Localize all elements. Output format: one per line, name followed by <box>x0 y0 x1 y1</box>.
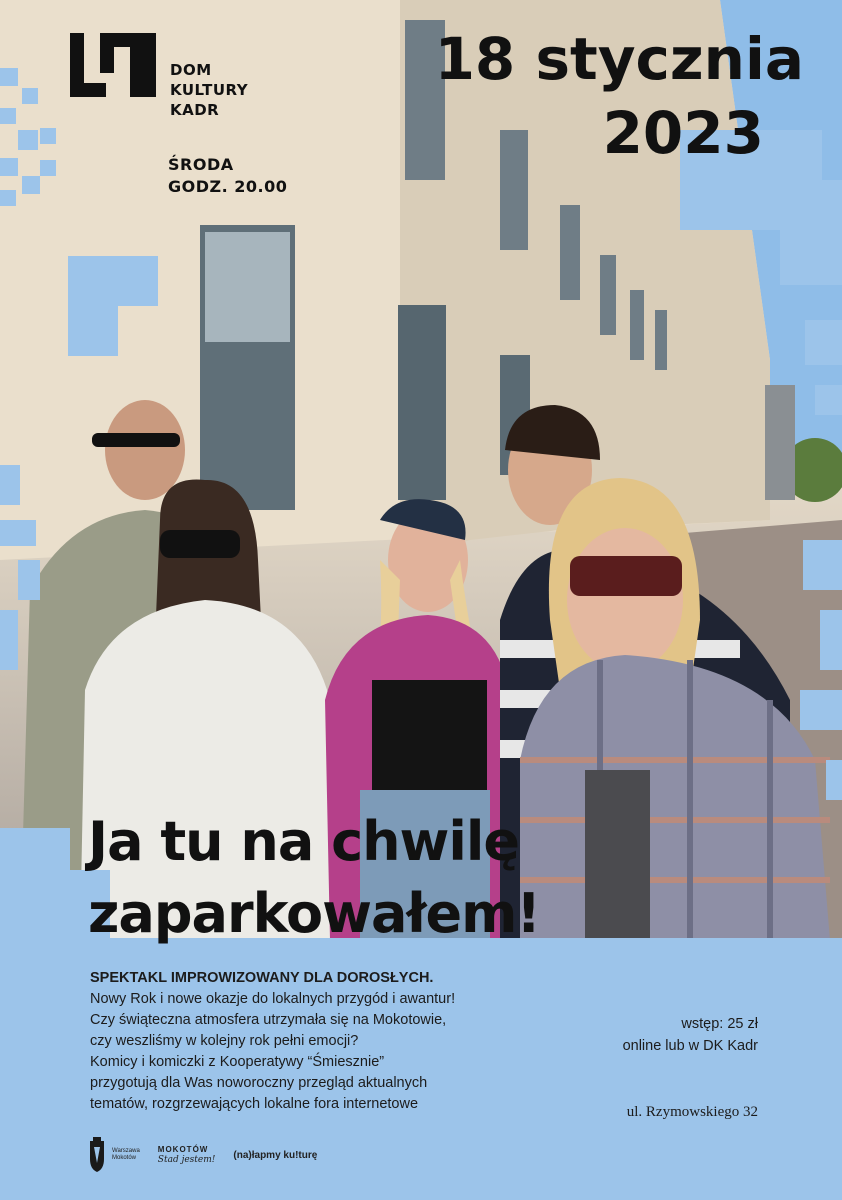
description-line: Nowy Rok i nowe okazje do lokalnych przygód i awantur! <box>90 991 456 1007</box>
pixel-decoration <box>0 108 16 124</box>
description-line: Czy świąteczna atmosfera utrzymała się na Mokotowie, <box>90 1012 447 1028</box>
pixel-decoration <box>0 610 18 670</box>
pixel-decoration <box>0 190 16 206</box>
description-line: tematów, rozgrzewających lokalne fora internetowe <box>90 1096 419 1112</box>
event-date-year: 2023 <box>602 99 764 167</box>
pixel-decoration <box>18 560 40 600</box>
description-line: Komicy i komiczki z Kooperatywy “Śmiesznie” <box>90 1054 385 1070</box>
ticket-price: wstęp: 25 zł <box>681 1016 758 1032</box>
pixel-decoration <box>0 158 18 176</box>
organizer-name-line3: KADR <box>170 101 220 119</box>
ticket-where: online lub w DK Kadr <box>622 1038 758 1054</box>
pixel-decoration <box>826 760 842 800</box>
ticket-info <box>623 1013 758 1057</box>
pixel-decoration <box>18 130 38 150</box>
event-description <box>90 968 570 1115</box>
mokotow-wordmark: MOKOTÓW <box>157 1145 209 1154</box>
venue-address: ul. Rzymowskiego 32 <box>626 1104 758 1120</box>
description-line: przygotują dla Was noworoczny przegląd aktualnych <box>90 1075 428 1091</box>
pixel-decoration <box>40 160 56 176</box>
pixel-decoration <box>22 176 40 194</box>
description-heading: SPEKTAKL IMPROWIZOWANY DLA DOROSŁYCH. <box>90 970 434 986</box>
pixel-decoration <box>803 540 842 590</box>
pixel-decoration <box>22 88 38 104</box>
mokotow-label: Mokotów <box>112 1155 137 1161</box>
dom-kultury-kadr-logo <box>70 33 156 97</box>
pixel-decoration <box>0 68 18 86</box>
event-title-line1: Ja tu na chwilę <box>88 810 520 873</box>
event-title <box>88 806 540 950</box>
description-line: czy weszliśmy w kolejny rok pełni emocji? <box>90 1033 359 1049</box>
pixel-decoration <box>800 690 842 730</box>
weekday: ŚRODA <box>168 155 234 174</box>
mokotow-slogan: Stad jestem! <box>157 1155 216 1165</box>
pixel-decoration <box>780 230 842 285</box>
event-title-line2: zaparkowałem! <box>88 882 541 945</box>
pixel-decoration <box>0 520 36 546</box>
organizer-name <box>170 60 248 120</box>
schedule <box>168 154 287 198</box>
pixel-decoration <box>68 256 158 306</box>
pixel-decoration <box>820 610 842 670</box>
event-time: GODZ. 20.00 <box>168 177 288 196</box>
pixel-decoration <box>805 320 842 365</box>
pixel-decoration <box>815 385 842 415</box>
coat-of-arms-icon <box>86 1137 108 1173</box>
warszawa-mokotow-logo <box>86 1137 140 1173</box>
pixel-decoration <box>822 180 842 230</box>
mokotow-stad-jestem-logo <box>158 1145 216 1165</box>
pixel-decoration <box>68 306 118 356</box>
pixel-decoration <box>40 128 56 144</box>
nalapmy-kulture-logo <box>233 1150 317 1161</box>
culture-campaign-label: (na)łapmy ku!turę <box>233 1149 318 1161</box>
sponsor-logos <box>86 1130 317 1180</box>
pixel-decoration <box>0 465 20 505</box>
pixel-decoration <box>0 828 70 940</box>
warszawa-label: Warszawa <box>112 1148 140 1154</box>
organizer-name-line2: KULTURY <box>170 81 249 99</box>
organizer-name-line1: DOM <box>170 61 212 79</box>
event-date-day: 18 stycznia <box>434 25 804 93</box>
